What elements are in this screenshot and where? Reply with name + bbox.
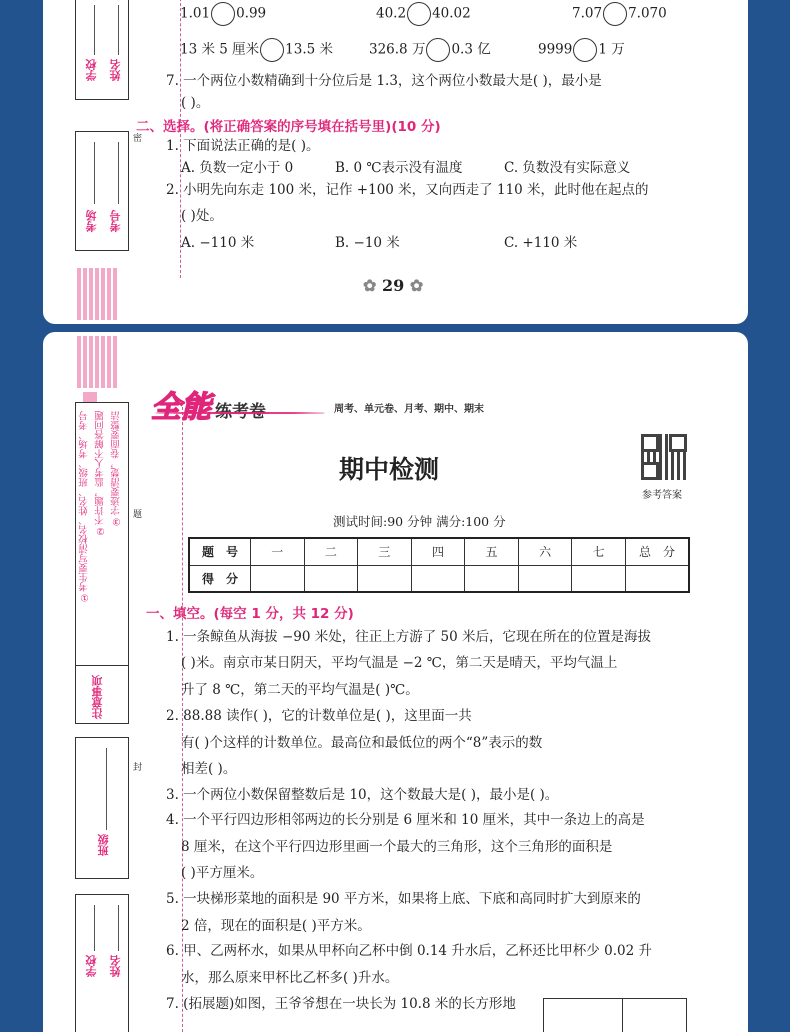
section-2-title: 二、选择。(将正确答案的序号填在括号里)(10 分)	[136, 119, 441, 135]
score-col-2: 二	[304, 538, 358, 565]
answer-circle[interactable]	[407, 2, 431, 26]
bottom-page	[43, 332, 748, 1032]
q7-line-1: 7. (拓展题)如图，王爷爷想在一块长为 10.8 米的长方形地	[166, 996, 516, 1012]
class-box	[75, 737, 129, 879]
name-label: 姓名	[109, 955, 122, 977]
q2-line-1: 2. 88.88 读作( )，它的计数单位是( )，这里面一共	[166, 708, 472, 724]
name-label: 姓名	[109, 59, 122, 81]
seal-char-ti: 题	[133, 510, 143, 520]
q4-line-3: ( )平方厘米。	[181, 865, 264, 881]
score-col-total: 总 分	[626, 538, 690, 565]
score-cell[interactable]	[572, 565, 626, 592]
s2-q1-opt-a: A. 负数一定小于 0	[181, 160, 294, 176]
qr-caption: 参考答案	[642, 490, 682, 501]
s2-q1-opt-c: C. 负数没有实际意义	[504, 160, 631, 176]
score-cell[interactable]	[358, 565, 412, 592]
top-school-name-box	[75, 0, 129, 100]
answer-circle[interactable]	[211, 2, 235, 26]
q5-line-1: 5. 一块梯形菜地的面积是 90 平方米，如果将上底、下底和高同时扩大到原来的	[166, 891, 641, 907]
score-table-header-row	[189, 538, 689, 565]
score-cell[interactable]	[251, 565, 305, 592]
q1-line-2: ( )米。南京市某日阴天，平均气温是 −2 ℃，第二天是晴天，平均气温上	[181, 655, 618, 671]
score-cell[interactable]	[465, 565, 519, 592]
notes-box	[75, 402, 129, 724]
answer-circle[interactable]	[573, 38, 597, 62]
q5-line-2: 2 倍，现在的面积是( )平方米。	[181, 918, 371, 934]
s2-q2-line-1: 2. 小明先向东走 100 米，记作 +100 米，又向西走了 110 米，此时他在起点的	[166, 182, 649, 198]
s2-q2-line-2: ( )处。	[181, 208, 223, 224]
seal-char-feng: 封	[133, 763, 143, 773]
score-cell[interactable]	[304, 565, 358, 592]
brand-logo: 全能 练考卷	[151, 390, 266, 425]
section-1-title: 一、填空。(每空 1 分，共 12 分)	[146, 606, 354, 622]
score-row-label: 得 分	[189, 565, 251, 592]
q3-line-1: 3. 一个两位小数保留整数后是 10，这个数最大是( )，最小是( )。	[166, 787, 559, 803]
score-col-4: 四	[411, 538, 465, 565]
answer-circle[interactable]	[426, 38, 450, 62]
q4-line-2: 8 厘米，在这个平行四边形里画一个最大的三角形，这个三角形的面积是	[181, 839, 613, 855]
brand-tagline: 周考、单元卷、月考、期中、期末	[334, 404, 484, 415]
score-col-6: 六	[518, 538, 572, 565]
answer-circle[interactable]	[260, 38, 284, 62]
class-label: 班级	[97, 834, 110, 856]
score-col-5: 五	[465, 538, 519, 565]
s2-q1: 1. 下面说法正确的是( )。	[166, 138, 320, 154]
school-label: 学校	[85, 59, 98, 81]
top-page: 学校 姓名 考场 考号 密 1.01 0.99 40.2 40.02 7.07 7.070 13 米 5 厘米 13.5 米 326.8 万 0.3 亿 9999 1 万 7. 一个两位小数精确到十分位后是 1.3，这个两位小数最大是( )，最小是 ( )。 二、选择。(将正确答案的序号填在括号里)(10 分) 1. 下面说法正确的是( )。 A. 负数一定小于 0 B. 0 ℃表示没有温度 C. 负数没有实际意义 2. 小明先向东走 100 米，记作 +100 米，又向西走了 110 米，此时他在起点的 ( )处。 A. −110 米 B. −10 米 C. +110 米 ✿ 29 ✿	[43, 0, 748, 324]
bottom-stripes	[77, 336, 137, 388]
exam-info: 测试时间:90 分钟 满分:100 分	[333, 514, 506, 529]
q2-line-3: 相差( )。	[181, 761, 237, 777]
score-col-3: 三	[358, 538, 412, 565]
notes-title: 注意事项	[91, 675, 104, 719]
qr-code[interactable]	[641, 434, 687, 480]
page-number: ✿ 29 ✿	[363, 276, 424, 295]
score-col-label: 题 号	[189, 538, 251, 565]
exam-no-label: 考号	[109, 210, 122, 232]
q1-line-3: 升了 8 ℃，第二天的平均气温是( )℃。	[181, 682, 419, 698]
brand-swoosh	[155, 412, 325, 414]
school-label: 学校	[85, 955, 98, 977]
exam-title: 期中检测	[339, 455, 440, 484]
score-table	[188, 537, 690, 593]
q6-line-1: 6. 甲、乙两杯水，如果从甲杯向乙杯中倒 0.14 升水后，乙杯还比甲杯少 0.02 升	[166, 943, 652, 959]
note-3: ③字迹要清楚，卷面要整洁	[111, 411, 122, 527]
q1-line-1: 1. 一条鲸鱼从海拔 −90 米处，往正上方游了 50 米后，它现在所在的位置是海拔	[166, 629, 652, 645]
q2-line-2: 有( )个这样的计数单位。最高位和最低位的两个“8”表示的数	[181, 735, 543, 751]
score-col-1: 一	[251, 538, 305, 565]
note-2: ②不许题，监考人不解答问题	[95, 411, 106, 536]
top-exam-box	[75, 131, 129, 251]
s2-q2-opt-a: A. −110 米	[181, 235, 255, 251]
score-cell[interactable]	[411, 565, 465, 592]
seal-char-mi: 密	[133, 134, 143, 144]
q6-line-2: 水，那么原来甲杯比乙杯多( )升水。	[181, 970, 399, 986]
q7-line-2: ( )。	[181, 95, 210, 111]
s2-q2-opt-c: C. +110 米	[504, 235, 578, 251]
score-cell[interactable]	[626, 565, 690, 592]
score-cell[interactable]	[518, 565, 572, 592]
top-stripes	[77, 268, 137, 320]
score-col-7: 七	[572, 538, 626, 565]
s2-q2-opt-b: B. −10 米	[335, 235, 400, 251]
exam-room-label: 考场	[85, 210, 98, 232]
bottom-school-name-box	[75, 894, 129, 1032]
q7-line-1: 7. 一个两位小数精确到十分位后是 1.3，这个两位小数最大是( )，最小是	[166, 73, 602, 89]
note-1: ①考生要写清校名、姓名、班级、考场、考号	[79, 411, 90, 603]
score-table-score-row	[189, 565, 689, 592]
s2-q1-opt-b: B. 0 ℃表示没有温度	[335, 160, 463, 176]
answer-circle[interactable]	[603, 2, 627, 26]
q7-figure	[543, 998, 687, 1032]
q4-line-1: 4. 一个平行四边形相邻两边的长分别是 6 厘米和 10 厘米，其中一条边上的高是	[166, 812, 645, 828]
